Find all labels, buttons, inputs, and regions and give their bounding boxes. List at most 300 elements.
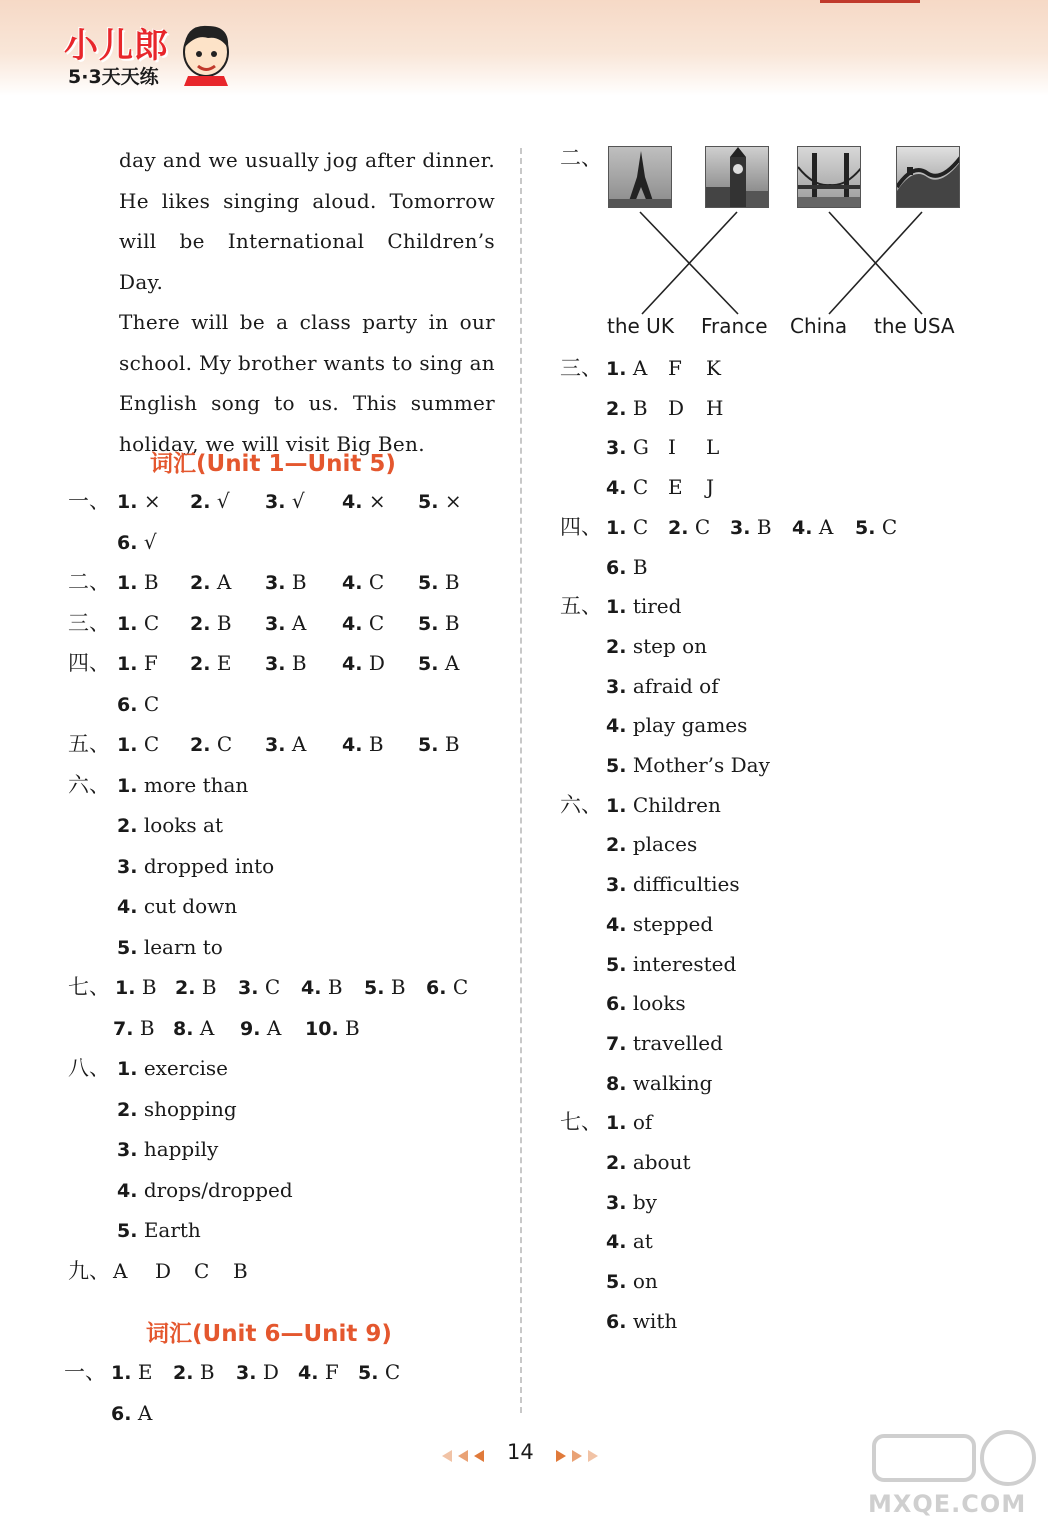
- answer-item: [117, 726, 159, 763]
- answer-number: 4.: [342, 491, 363, 513]
- answer-value: B: [756, 514, 772, 539]
- answer-row: [0, 549, 648, 585]
- answer-item: [117, 848, 274, 885]
- answer-item: [117, 1091, 237, 1128]
- country-label: France: [701, 314, 768, 338]
- arrow-right-icon: [588, 1450, 598, 1462]
- answer-row: [0, 1395, 153, 1431]
- answer-item: [606, 747, 770, 784]
- answer-value: √: [143, 529, 157, 554]
- passage-line: will be International Children’s Day.: [119, 229, 495, 294]
- answer-item: [364, 969, 406, 1006]
- answer-number: 7.: [113, 1017, 134, 1040]
- answer-row: [0, 747, 770, 783]
- answer-item: [606, 668, 719, 705]
- answer-number: 3.: [117, 855, 138, 878]
- answer-number: 5.: [117, 1220, 138, 1242]
- answer-value: shopping: [143, 1096, 237, 1121]
- matching-lines: [600, 208, 960, 316]
- answer-number: 3.: [606, 1191, 627, 1214]
- answer-value: √: [216, 489, 230, 513]
- answer-row: [0, 787, 721, 823]
- answer-value: at: [632, 1229, 653, 1254]
- answer-item: [706, 469, 714, 506]
- answer-item: [606, 946, 736, 983]
- answer-item: [240, 1010, 281, 1047]
- answer-number: 2.: [606, 834, 627, 857]
- answer-value: C: [368, 570, 385, 594]
- answer-value: places: [632, 832, 698, 857]
- answer-number: 5.: [606, 1271, 627, 1294]
- answer-number: 2.: [117, 815, 138, 837]
- answer-item: [706, 350, 721, 387]
- answer-value: difficulties: [632, 872, 740, 897]
- answer-value: ×: [444, 489, 462, 513]
- answer-item: [342, 483, 386, 520]
- answer-number: 6.: [117, 693, 138, 716]
- answer-number: 5.: [364, 977, 385, 999]
- column-divider: [520, 148, 522, 1413]
- answer-number: 1.: [606, 794, 627, 817]
- answer-value: C: [143, 691, 160, 716]
- answer-value: G: [632, 435, 649, 460]
- answer-number: 5.: [418, 653, 439, 675]
- passage-line: school. My brother wants to sing an: [119, 350, 495, 375]
- answer-value: looks at: [143, 813, 223, 837]
- answer-value: H: [706, 395, 724, 420]
- answer-item: [418, 564, 460, 601]
- answer-value: F: [324, 1360, 339, 1384]
- big-ben-photo-icon: [705, 146, 769, 208]
- answer-number: 2.: [606, 635, 627, 658]
- arrow-left-icon: [442, 1450, 452, 1462]
- answer-item: [298, 1354, 339, 1391]
- answer-value: B: [291, 651, 307, 675]
- answer-number: 1.: [606, 358, 627, 380]
- golden-gate-bridge-photo-icon: [797, 146, 861, 208]
- answer-item: [606, 588, 681, 625]
- answer-value: A: [113, 1258, 128, 1283]
- answer-row: [0, 469, 715, 505]
- question-mark: 一、: [68, 489, 110, 513]
- answer-item: [265, 605, 306, 642]
- answer-item: [190, 605, 232, 642]
- answer-number: 4.: [342, 612, 363, 635]
- answer-item: [606, 1065, 712, 1102]
- question-mark: 二、: [68, 570, 110, 594]
- answer-value: F: [668, 356, 682, 380]
- answer-number: 4.: [117, 1179, 138, 1202]
- answer-value: √: [291, 489, 305, 513]
- answer-value: step on: [632, 633, 708, 658]
- answer-item: [342, 564, 384, 601]
- answer-value: stepped: [632, 911, 714, 936]
- eiffel-tower-photo-icon: [608, 146, 672, 208]
- answer-item: [175, 969, 217, 1006]
- passage-line: He likes singing aloud. Tomorrow: [119, 188, 495, 213]
- answer-item: [418, 483, 462, 520]
- answer-value: with: [632, 1308, 678, 1333]
- question-mark: 四、: [560, 514, 602, 539]
- answer-value: more than: [143, 772, 249, 797]
- answer-value: B: [632, 554, 648, 579]
- answer-number: 6.: [117, 531, 138, 554]
- answer-item: [606, 906, 713, 943]
- arrow-left-icon: [458, 1450, 468, 1462]
- answer-number: 5.: [418, 572, 439, 594]
- answer-number: 2.: [175, 977, 196, 999]
- answer-value: B: [345, 1015, 360, 1040]
- arrow-right-icon: [556, 1450, 566, 1462]
- answer-item: [117, 1050, 228, 1087]
- answer-number: 4.: [342, 734, 363, 756]
- answer-value: B: [201, 975, 217, 999]
- answer-number: 6.: [426, 977, 447, 999]
- answer-number: 1.: [606, 1112, 627, 1135]
- answer-item: [792, 509, 833, 546]
- answer-item: [358, 1354, 400, 1391]
- watermark-text: MXQE.COM: [868, 1490, 1027, 1518]
- mascot-boy-icon: [174, 18, 238, 86]
- answer-value: B: [199, 1360, 215, 1384]
- answer-item: [342, 645, 385, 682]
- answer-number: 7.: [606, 1032, 627, 1055]
- answer-item: [190, 645, 231, 682]
- answer-value: B: [444, 570, 460, 594]
- answer-value: C: [632, 514, 649, 539]
- answer-number: 4.: [606, 715, 627, 738]
- answer-value: B: [141, 975, 157, 999]
- answer-value: A: [199, 1015, 215, 1040]
- answer-value: ×: [143, 489, 161, 513]
- passage-line: There will be a class party in our: [119, 310, 495, 334]
- answer-item: [606, 1025, 723, 1062]
- answer-item: [173, 1010, 214, 1047]
- answer-number: 4.: [298, 1362, 319, 1384]
- answer-number: 2.: [190, 612, 211, 635]
- answer-number: 4.: [606, 1231, 627, 1254]
- answer-number: 3.: [238, 977, 259, 999]
- answer-value: play games: [632, 713, 748, 738]
- answer-number: 5.: [117, 936, 138, 959]
- answer-item: [606, 628, 707, 665]
- answer-item: [606, 469, 648, 506]
- answer-value: E: [137, 1360, 153, 1384]
- answer-row: [0, 668, 719, 704]
- answer-number: 1.: [117, 653, 138, 675]
- answer-item: [117, 1172, 293, 1209]
- answer-item: [233, 1253, 248, 1290]
- answer-number: 3.: [265, 734, 286, 756]
- answer-value: happily: [143, 1137, 219, 1161]
- answer-number: 8.: [606, 1072, 627, 1095]
- answer-item: [117, 686, 159, 723]
- answer-value: C: [264, 975, 281, 999]
- answer-value: learn to: [143, 934, 223, 959]
- answer-value: interested: [632, 951, 737, 976]
- answer-row: [0, 509, 898, 545]
- answer-value: C: [694, 514, 711, 539]
- answer-value: C: [216, 732, 233, 756]
- answer-value: E: [216, 651, 232, 675]
- answer-item: [115, 969, 157, 1006]
- answer-item: [606, 1144, 691, 1181]
- arrow-right-icon: [572, 1450, 582, 1462]
- answer-item: [111, 1354, 152, 1391]
- answer-item: [606, 985, 686, 1022]
- answer-value: C: [881, 514, 898, 539]
- answer-item: [606, 707, 747, 744]
- answer-row: [0, 707, 748, 743]
- answer-number: 2.: [190, 734, 211, 756]
- answer-value: B: [139, 1015, 155, 1040]
- answer-item: [236, 1354, 279, 1391]
- answer-number: 2.: [190, 653, 211, 675]
- answer-value: D: [155, 1258, 172, 1283]
- answer-item: [606, 1303, 677, 1340]
- watermark: [868, 1428, 1038, 1528]
- answer-value: looks: [632, 991, 686, 1016]
- answer-item: [238, 969, 280, 1006]
- answer-number: 2.: [606, 1152, 627, 1174]
- answer-value: C: [632, 475, 649, 500]
- answer-value: F: [143, 651, 158, 675]
- answer-item: [155, 1253, 171, 1290]
- answer-number: 3.: [236, 1362, 257, 1384]
- answer-value: B: [368, 732, 384, 756]
- answer-value: C: [368, 610, 385, 635]
- answer-item: [668, 390, 684, 427]
- answer-value: by: [632, 1189, 657, 1214]
- answer-item: [606, 826, 697, 863]
- answer-value: afraid of: [632, 673, 719, 698]
- answer-value: Earth: [143, 1218, 201, 1242]
- question-mark: 八、: [68, 1056, 110, 1080]
- answer-value: B: [390, 975, 406, 999]
- answer-item: [426, 969, 468, 1006]
- answer-item: [117, 483, 161, 520]
- answer-value: walking: [632, 1070, 713, 1095]
- answer-number: 2.: [606, 397, 627, 420]
- answer-number: 3.: [606, 874, 627, 897]
- answer-item: [117, 605, 159, 642]
- answer-value: B: [143, 570, 159, 594]
- answer-value: A: [632, 356, 648, 380]
- answer-number: 2.: [173, 1362, 194, 1384]
- question-mark: 九、: [68, 1258, 110, 1283]
- answer-number: 1.: [606, 516, 627, 539]
- answer-item: [706, 429, 719, 466]
- answer-value: I: [668, 435, 676, 460]
- answer-number: 5.: [418, 734, 439, 756]
- answer-row: [0, 826, 698, 862]
- question-mark: 六、: [560, 792, 602, 817]
- answer-item: [265, 645, 307, 682]
- answer-value: dropped into: [143, 853, 275, 878]
- answer-item: [418, 605, 460, 642]
- question-mark: 五、: [560, 594, 602, 619]
- answer-item: [606, 1104, 652, 1141]
- answer-item: [190, 726, 232, 763]
- answer-value: B: [291, 570, 307, 594]
- answer-value: K: [706, 356, 721, 380]
- answer-number: 2.: [668, 516, 689, 539]
- answer-value: A: [818, 514, 834, 539]
- answer-item: [117, 524, 157, 561]
- answer-value: ×: [368, 489, 386, 513]
- answer-number: 6.: [606, 993, 627, 1016]
- answer-item: [606, 866, 740, 903]
- answer-value: C: [143, 610, 160, 635]
- answer-number: 3.: [117, 1139, 138, 1161]
- question-mark: 五、: [68, 732, 110, 756]
- question-mark: 三、: [560, 356, 602, 380]
- answer-number: 8.: [173, 1017, 194, 1040]
- answer-item: [117, 767, 248, 804]
- answer-value: A: [291, 732, 307, 756]
- answer-value: B: [444, 732, 460, 756]
- answer-number: 4.: [301, 977, 322, 999]
- answer-row: [0, 1263, 658, 1299]
- answer-value: A: [266, 1015, 282, 1040]
- answer-number: 1.: [111, 1362, 132, 1384]
- answer-item: [265, 483, 305, 520]
- answer-value: J: [706, 475, 715, 500]
- answer-number: 5.: [606, 755, 627, 777]
- answer-value: about: [632, 1150, 691, 1174]
- answer-number: 3.: [265, 572, 286, 594]
- answer-item: [606, 350, 647, 387]
- answer-value: B: [444, 610, 460, 635]
- answer-item: [117, 807, 223, 844]
- answer-item: [606, 509, 648, 546]
- brand-name: 小儿郎: [64, 26, 169, 66]
- passage-line: English song to us. This summer: [119, 391, 495, 415]
- answer-value: C: [384, 1360, 401, 1384]
- answer-number: 1.: [117, 491, 138, 513]
- answer-row: [0, 628, 708, 664]
- answer-item: [117, 888, 237, 925]
- answer-number: 10.: [305, 1017, 339, 1040]
- answer-value: travelled: [632, 1030, 723, 1055]
- answer-item: [606, 787, 721, 824]
- answer-value: D: [262, 1360, 279, 1384]
- answer-value: A: [137, 1401, 153, 1425]
- section-title-vocab-unit6-9: 词汇(Unit 6—Unit 9): [146, 1321, 392, 1347]
- answer-item: [342, 605, 384, 642]
- brand-logo: [60, 18, 240, 90]
- answer-number: 1.: [117, 774, 138, 797]
- answer-row: [0, 588, 682, 624]
- answer-item: [606, 1184, 657, 1221]
- answer-number: 3.: [265, 653, 286, 675]
- reading-passage: [119, 140, 495, 464]
- answer-value: B: [632, 395, 648, 420]
- question-mark: 六、: [68, 772, 110, 797]
- answer-number: 3.: [606, 437, 627, 460]
- answer-item: [194, 1253, 209, 1290]
- answer-value: B: [216, 610, 232, 635]
- answer-number: 1.: [117, 572, 138, 594]
- answer-number: 2.: [190, 491, 211, 513]
- question-mark: 四、: [68, 651, 110, 675]
- country-label: the USA: [874, 314, 955, 338]
- answer-value: Mother’s Day: [632, 753, 770, 777]
- answer-value: D: [368, 651, 385, 675]
- answer-item: [190, 483, 230, 520]
- question-mark: 七、: [560, 1110, 602, 1135]
- answer-item: [173, 1354, 215, 1391]
- answer-item: [117, 1212, 201, 1249]
- question-mark: 一、: [64, 1360, 106, 1384]
- answer-item: [113, 1253, 127, 1290]
- answer-number: 3.: [265, 612, 286, 635]
- answer-number: 9.: [240, 1017, 261, 1040]
- answer-item: [418, 645, 459, 682]
- answer-number: 3.: [730, 516, 751, 539]
- answer-item: [606, 390, 648, 427]
- answer-item: [855, 509, 897, 546]
- section-title-vocab-unit1-5: 词汇(Unit 1—Unit 5): [150, 451, 396, 477]
- answer-number: 4.: [606, 913, 627, 936]
- answer-number: 4.: [342, 572, 363, 594]
- answer-number: 5.: [855, 516, 876, 539]
- answer-value: D: [668, 395, 685, 420]
- answer-number: 4.: [606, 477, 627, 500]
- answer-value: of: [632, 1110, 653, 1135]
- answer-item: [265, 726, 306, 763]
- answer-item: [668, 350, 682, 387]
- great-wall-photo-icon: [896, 146, 960, 208]
- answer-value: C: [143, 732, 160, 756]
- answer-item: [418, 726, 460, 763]
- answer-item: [265, 564, 307, 601]
- answer-item: [668, 509, 710, 546]
- answer-number: 1.: [606, 596, 627, 619]
- answer-item: [113, 1010, 155, 1047]
- answer-number: 4.: [342, 653, 363, 675]
- passage-line: holiday, we will visit Big Ben.: [119, 431, 425, 456]
- answer-item: [117, 1131, 218, 1168]
- answer-row: [0, 1354, 401, 1390]
- answer-row: [0, 985, 686, 1021]
- answer-item: [668, 469, 683, 506]
- answer-value: C: [194, 1258, 210, 1283]
- page-number: 14: [507, 1440, 534, 1464]
- answer-number: 1.: [117, 734, 138, 756]
- answer-number: 4.: [792, 516, 813, 539]
- answer-item: [117, 645, 158, 682]
- answer-number: 6.: [606, 1310, 627, 1333]
- answer-number: 1.: [115, 977, 136, 999]
- answer-item: [706, 390, 723, 427]
- answer-value: exercise: [143, 1056, 229, 1080]
- answer-value: A: [291, 610, 307, 635]
- answer-item: [190, 564, 231, 601]
- answer-item: [301, 969, 343, 1006]
- question-mark: 二、: [560, 146, 602, 170]
- question-mark: 七、: [68, 975, 110, 999]
- answer-item: [117, 564, 159, 601]
- answer-number: 3.: [265, 491, 286, 513]
- answer-value: B: [233, 1258, 248, 1283]
- answer-number: 5.: [418, 612, 439, 635]
- country-label: China: [790, 314, 848, 338]
- answer-item: [606, 549, 648, 586]
- answer-number: 2.: [117, 1098, 138, 1121]
- answer-number: 4.: [117, 896, 138, 918]
- answer-item: [606, 1263, 658, 1300]
